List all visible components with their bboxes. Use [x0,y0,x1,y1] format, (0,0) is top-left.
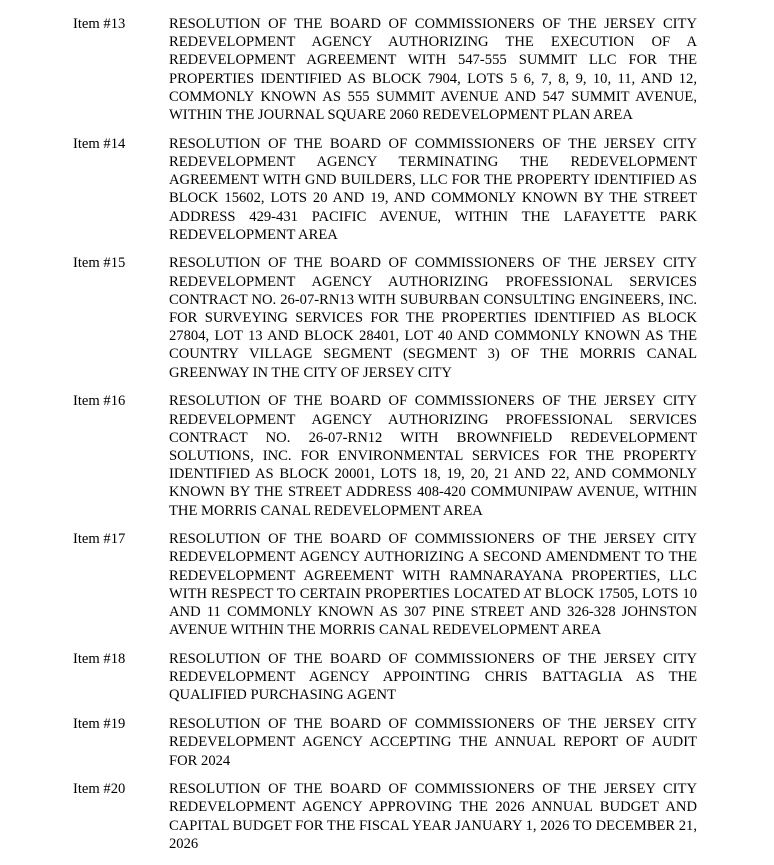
agenda-item-list [0,15,774,853]
item-number: Item #15 [73,255,126,272]
agenda-item [0,650,774,705]
agenda-item [0,392,774,519]
item-number: Item #18 [73,651,126,667]
resolution-text: RESOLUTION OF THE BOARD OF COMMISSIONERS OF THE JERSEY CITY REDEVELOPMENT AGENCY AUTHORIZING PROFESSIONAL SERVICES CONTRACT NO. 26-07-RN13 WITH SUBURBAN CONSULTING ENGINEERS, INC. FOR SURVEYING SERVICES FOR THE PROPERTIES IDENTIFIED AS BLOCK 27804, LOT 13 AND BLOCK 28401, LOT 40 AND COMMONLY KNOWN AS THE COUNTRY VILLAGE SEGMENT (SEGMENT 3) OF THE MORRIS CANAL GREENWAY IN THE CITY OF JERSEY CITY [169,255,697,381]
agenda-item [0,530,774,639]
item-number: Item #14 [73,135,126,152]
resolution-text: RESOLUTION OF THE BOARD OF COMMISSIONERS OF THE JERSEY CITY REDEVELOPMENT AGENCY AUTHORIZING THE EXECUTION OF A REDEVELOPMENT AGREEMENT WITH 547-555 SUMMIT LLC FOR THE PROPERTIES IDENTIFIED AS BLOCK 7904, LOTS 5 6, 7, 8, 9, 10, 11, AND 12, COMMONLY KNOWN AS 555 SUMMIT AVENUE AND 547 SUMMIT AVENUE, WITHIN THE JOURNAL SQUARE 2060 REDEVELOPMENT PLAN AREA [169,16,697,124]
agenda-item [0,715,774,770]
item-number: Item #19 [73,716,126,733]
resolution-text: RESOLUTION OF THE BOARD OF COMMISSIONERS OF THE JERSEY CITY REDEVELOPMENT AGENCY AUTHORIZING PROFESSIONAL SERVICES CONTRACT NO. 26-07-RN12 WITH BROWNFIELD REDEVELOPMENT SOLUTIONS, INC. FOR ENVIRONMENTAL SERVICES FOR THE PROPERTY IDENTIFIED AS BLOCK 20001, LOTS 18, 19, 20, 21 AND 22, AND COMMONLY KNOWN BY THE STREET ADDRESS 408-420 COMMUNIPAW AVENUE, WITHIN THE MORRIS CANAL REDEVELOPMENT AREA [169,393,697,519]
item-number: Item #16 [73,393,126,410]
item-number: Item #17 [73,531,126,548]
resolution-text: RESOLUTION OF THE BOARD OF COMMISSIONERS OF THE JERSEY CITY REDEVELOPMENT AGENCY ACCEPTING THE ANNUAL REPORT OF AUDIT FOR 2024 [169,716,697,769]
resolution-text: RESOLUTION OF THE BOARD OF COMMISSIONERS OF THE JERSEY CITY REDEVELOPMENT AGENCY APPOINTING CHRIS BATTAGLIA AS THE QUALIFIED PURCHASING AGENT [169,651,697,704]
item-number: Item #20 [73,781,126,798]
agenda-item [0,254,774,381]
item-number: Item #13 [73,16,126,32]
agenda-item [0,135,774,244]
agenda-item [0,15,774,124]
agenda-item [0,780,774,853]
resolution-text: RESOLUTION OF THE BOARD OF COMMISSIONERS OF THE JERSEY CITY REDEVELOPMENT AGENCY TERMINATING THE REDEVELOPMENT AGREEMENT WITH GND BUILDERS, LLC FOR THE PROPERTY IDENTIFIED AS BLOCK 15602, LOTS 20 AND 19, AND COMMONLY KNOWN BY THE STREET ADDRESS 429-431 PACIFIC AVENUE, WITHIN THE LAFAYETTE PARK REDEVELOPMENT AREA [169,135,697,243]
resolution-text: RESOLUTION OF THE BOARD OF COMMISSIONERS OF THE JERSEY CITY REDEVELOPMENT AGENCY AUTHORIZING A SECOND AMENDMENT TO THE REDEVELOPMENT AGREEMENT WITH RAMNARAYANA PROPERTIES, LLC WITH RESPECT TO CERTAIN PROPERTIES LOCATED AT BLOCK 17505, LOTS 10 AND 11 COMMONLY KNOWN AS 307 PINE STREET AND 326-328 JOHNSTON AVENUE WITHIN THE MORRIS CANAL REDEVELOPMENT AREA [169,531,697,639]
resolution-text: RESOLUTION OF THE BOARD OF COMMISSIONERS OF THE JERSEY CITY REDEVELOPMENT AGENCY APPROVING THE 2026 ANNUAL BUDGET AND CAPITAL BUDGET FOR THE FISCAL YEAR JANUARY 1, 2026 TO DECEMBER 21, 2026 [169,781,697,852]
